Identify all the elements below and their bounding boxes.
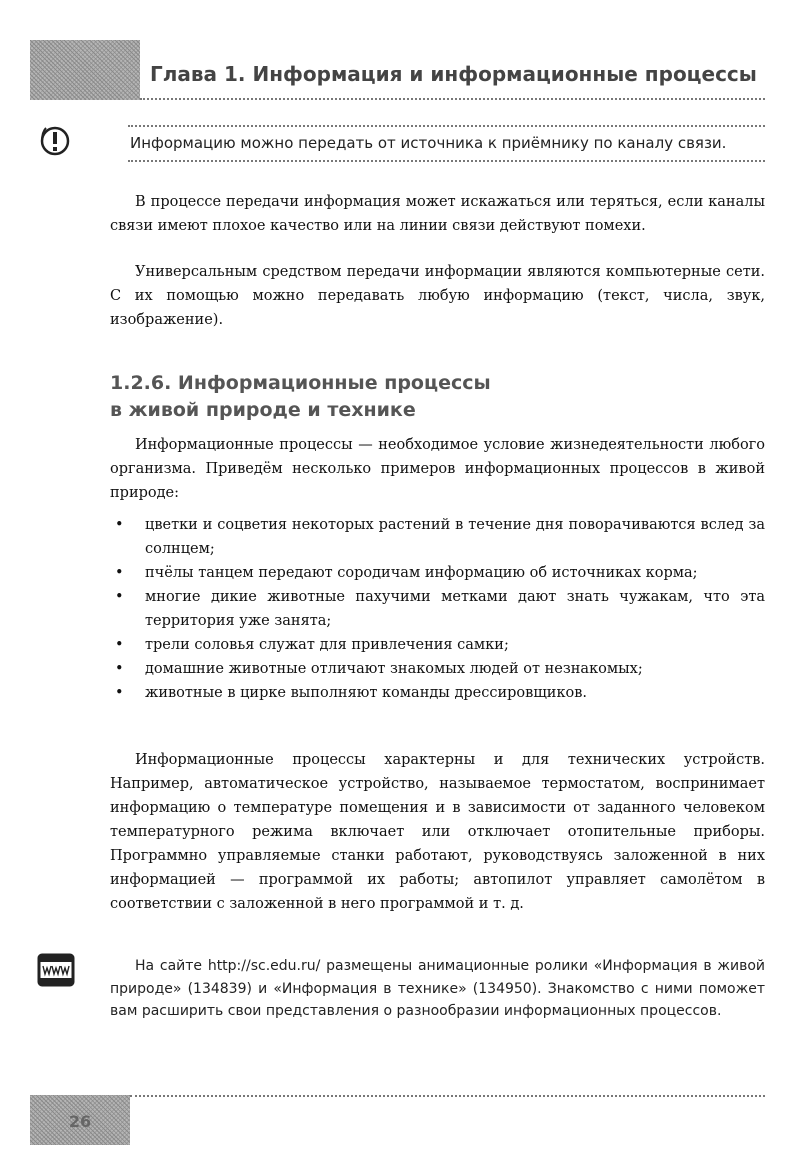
section-heading-line2: в живой природе и технике (110, 399, 416, 421)
key-fact-bottom-rule (128, 160, 765, 162)
list-item: • многие дикие животные пахучими метками дают знать чужакам, что эта территория уже занята; (110, 585, 765, 633)
examples-list (110, 513, 765, 705)
paragraph-networks: Универсальным средством передачи информации являются компьютерные сети. С их помощью можно передавать любую информацию (текст, числа, звук, изображение). (110, 264, 765, 328)
key-fact-top-rule (128, 125, 765, 127)
list-item: • трели соловья служат для привлечения самки; (110, 633, 765, 657)
section-heading (110, 370, 710, 424)
page-number: 26 (68, 1112, 92, 1131)
header-divider (140, 98, 765, 100)
paragraph-living-nature: Информационные процессы — необходимое условие жизнедеятельности любого организма. Приведём несколько примеров информационных процессов в живой природе: (110, 437, 765, 501)
paragraph-distortion: В процессе передачи информация может искажаться или теряться, если каналы связи имеют плохое качество или на линии связи действуют помехи. (110, 194, 765, 234)
paragraph-technology: Информационные процессы характерны и для технических устройств. Например, автоматическое устройство, называемое термостатом, воспринимает информацию о температуре помещения и в зависимости от заданного человеком температурного режима включает или отключает отопительные приборы. Программно управляемые станки работают, руководствуясь заложенной в них информацией — программой их работы; автопилот управляет самолётом в соответствии с заложенной в него программой и т. д. (110, 752, 765, 912)
list-item: • животные в цирке выполняют команды дрессировщиков. (110, 681, 765, 705)
list-item: • цветки и соцветия некоторых растений в течение дня поворачиваются вслед за солнцем; (110, 513, 765, 561)
exclamation-circle-icon (36, 122, 74, 160)
key-fact: Информацию можно передать от источника к приёмнику по каналу связи. (130, 134, 727, 152)
web-resources-note: На сайте http://sc.edu.ru/ размещены анимационные ролики «Информация в живой природе» (134839) и «Информация в технике» (134950). Знакомство с ними поможет вам расширить свои представления о разнообразии информационных процессов. (110, 958, 765, 1019)
www-icon (36, 950, 76, 990)
list-item: • пчёлы танцем передают сородичам информацию об источниках корма; (110, 561, 765, 585)
header-decoration (30, 40, 140, 100)
section-heading-line1: 1.2.6. Информационные процессы (110, 372, 491, 394)
footer-divider (130, 1095, 765, 1097)
list-item: • домашние животные отличают знакомых людей от незнакомых; (110, 657, 765, 681)
chapter-title: Глава 1. Информация и информационные процессы (150, 62, 757, 86)
